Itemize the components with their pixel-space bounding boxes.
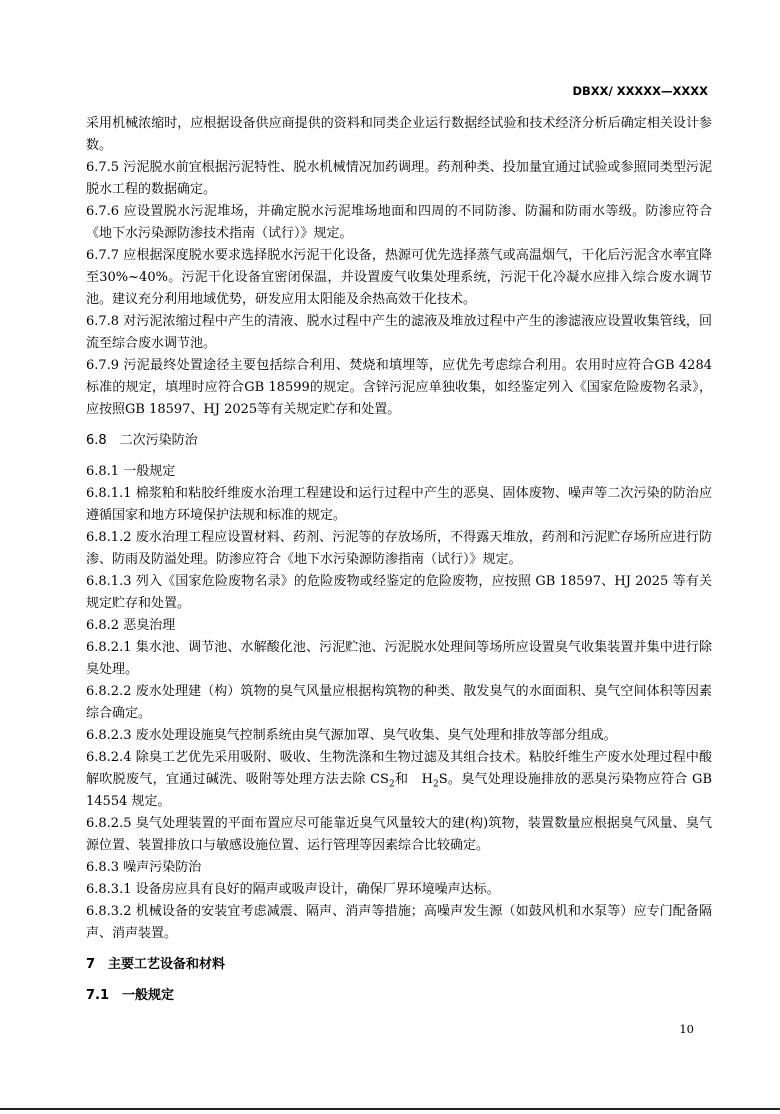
subscript-text: 2 [388,779,395,790]
paragraph: 6.8.2 恶臭治理 [86,618,176,633]
paragraph: 6.8.2.2 废水处理建（构）筑物的臭气风量应根据构筑物的种类、散发臭气的水面面积、臭气空间体积等因素综合确定。 [86,684,712,721]
paragraph: 6.8.2.1 集水池、调节池、水解酸化池、污泥贮池、污泥脱水处理间等场所应设置臭气收集装置并集中进行除臭处理。 [86,640,712,677]
paragraph: 采用机械浓缩时，应根据设备供应商提供的资料和同类企业运行数据经试验和技术经济分析后确定相关设计参数。 [86,116,712,153]
paragraph-segment: S。臭气处理设施排放的恶臭污染物应符合 GB 14554 规定。 [86,772,712,809]
section-heading: 6.8 二次污染防治 [86,433,198,448]
document-code: DBXX/ XXXXX—XXXX [572,84,708,98]
paragraph: 6.8.1.1 棉浆粕和粘胶纤维废水治理工程建设和运行过程中产生的恶臭、固体废物、噪声等二次污染的防治应遵循国家和地方环境保护法规和标准的规定。 [86,486,712,523]
paragraph [86,747,712,813]
paragraph: 6.7.7 应根据深度脱水要求选择脱水污泥干化设备，热源可优先选择蒸气或高温烟气，干化后污泥含水率宜降至30%~40%。污泥干化设备宜密闭保温，并设置废气收集处理系统，污泥干化冷凝水应排入综合废水调节池。建议充分利用地域优势，研发应用太阳能及余热高效干化技术。 [86,248,712,307]
page-bottom-rule [0,1108,780,1110]
paragraph-segment: 6.8.2.4 除臭工艺优先采用吸附、吸收、生物洗涤和生物过滤及其组合技术。粘胶纤维生产废水处理过程中酸解吹脱废气，宜通过碱洗、吸附等处理方法去除 CS [86,750,712,787]
paragraph: 6.8.1.2 废水治理工程应设置材料、药剂、污泥等的存放场所，不得露天堆放，药剂和污泥贮存场所应进行防渗、防雨及防溢处理。防渗应符合《地下水污染源防渗指南（试行）》规定。 [86,530,712,567]
paragraph: 6.7.8 对污泥浓缩过程中产生的清液、脱水过程中产生的滤液及堆放过程中产生的渗滤液应设置收集管线，回流至综合废水调节池。 [86,314,712,351]
document-body [86,113,712,1016]
paragraph: 6.8.1 一般规定 [86,464,176,479]
paragraph: 6.7.5 污泥脱水前宜根据污泥特性、脱水机械情况加药调理。药剂种类、投加量宜通过试验或参照同类型污泥脱水工程的数据确定。 [86,160,712,197]
paragraph: 6.8.2.3 废水处理设施臭气控制系统由臭气源加罩、臭气收集、臭气处理和排放等部分组成。 [86,728,617,743]
page-number: 10 [679,1022,694,1036]
paragraph: 6.7.6 应设置脱水污泥堆场，并确定脱水污泥堆场地面和四周的不同防渗、防漏和防雨水等级。防渗应符合《地下水污染源防渗技术指南（试行）》规定。 [86,204,712,241]
paragraph: 6.8.3 噪声污染防治 [86,860,202,875]
paragraph: 6.8.2.5 臭气处理装置的平面布置应尽可能靠近臭气风量较大的建(构)筑物，装置数量应根据臭气风量、臭气源位置、装置排放口与敏感设施位置、运行管理等因素综合比较确定。 [86,816,712,853]
section-heading: 7 主要工艺设备和材料 [86,957,226,972]
paragraph: 6.8.1.3 列入《国家危险废物名录》的危险废物或经鉴定的危险废物，应按照 GB 18597、HJ 2025 等有关规定贮存和处置。 [86,574,712,611]
section-heading: 7.1 一般规定 [86,988,175,1003]
paragraph-segment: 和 H [394,772,433,787]
paragraph: 6.8.3.1 设备房应具有良好的隔声或吸声设计，确保厂界环境噪声达标。 [86,882,500,897]
paragraph: 6.8.3.2 机械设备的安装宜考虑减震、隔声、消声等措施；高噪声发生源（如鼓风机和水泵等）应专门配备隔声、消声装置。 [86,904,712,941]
subscript-text: 2 [432,779,439,790]
paragraph: 6.7.9 污泥最终处置途径主要包括综合利用、焚烧和填埋等，应优先考虑综合利用。农用时应符合GB 4284标准的规定，填埋时应符合GB 18599的规定。含锌污泥应单独收集，如经鉴定列入《国家危险废物名录》，应按照GB 18597、HJ 2025等有关规定贮存和处置。 [86,358,712,417]
